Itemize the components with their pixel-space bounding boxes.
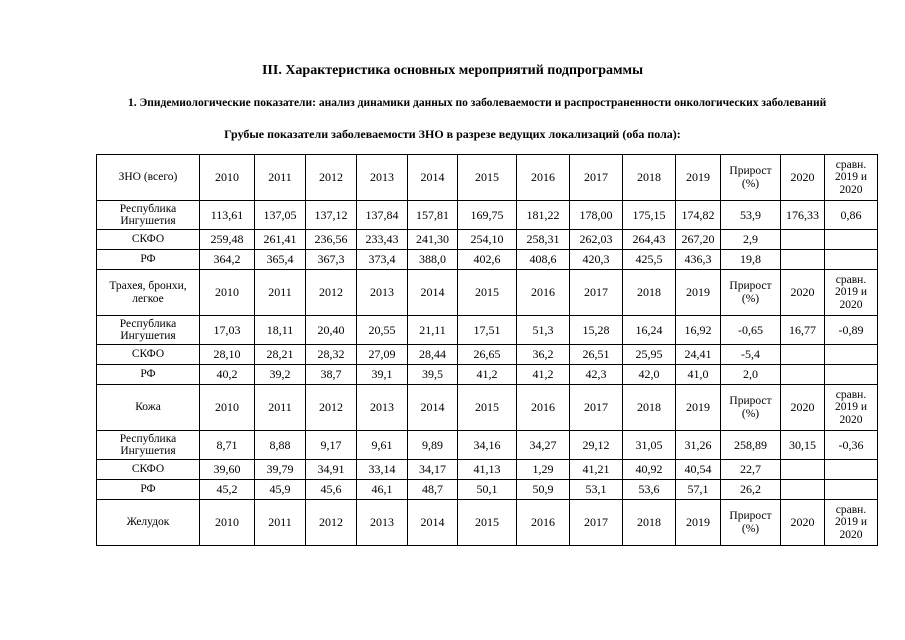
value-cell: 16,92 [676, 316, 721, 345]
year-header: 2019 [676, 385, 721, 431]
compare-cell: -0,89 [825, 316, 878, 345]
value-cell: 34,17 [408, 460, 458, 480]
year-header: 2017 [570, 385, 623, 431]
value-cell: 157,81 [408, 201, 458, 230]
value-cell: 261,41 [255, 230, 306, 250]
year-2020-header: 2020 [781, 385, 825, 431]
value-cell: 137,05 [255, 201, 306, 230]
year-header: 2010 [200, 500, 255, 546]
value-cell: 425,5 [623, 250, 676, 270]
value-cell: 17,51 [458, 316, 517, 345]
value-cell: 259,48 [200, 230, 255, 250]
value-cell: 264,43 [623, 230, 676, 250]
value-cell: 39,2 [255, 365, 306, 385]
value-cell: 48,7 [408, 480, 458, 500]
value-cell: 41,21 [570, 460, 623, 480]
compare-header: сравн. 2019 и 2020 [825, 500, 878, 546]
table-row [97, 365, 878, 385]
year-2020-cell: 30,15 [781, 431, 825, 460]
table-body [97, 155, 878, 546]
value-cell: 45,2 [200, 480, 255, 500]
value-cell: 18,11 [255, 316, 306, 345]
compare-header: сравн. 2019 и 2020 [825, 270, 878, 316]
year-2020-cell: 16,77 [781, 316, 825, 345]
value-cell: 16,24 [623, 316, 676, 345]
growth-cell: 258,89 [721, 431, 781, 460]
value-cell: 402,6 [458, 250, 517, 270]
table-title: Грубые показатели заболеваемости ЗНО в разрезе ведущих локализаций (оба пола): [224, 127, 681, 141]
year-2020-header: 2020 [781, 155, 825, 201]
region-label: РФ [97, 480, 200, 500]
value-cell: 39,60 [200, 460, 255, 480]
value-cell: 137,12 [306, 201, 357, 230]
value-cell: 42,0 [623, 365, 676, 385]
value-cell: 50,1 [458, 480, 517, 500]
value-cell: 28,10 [200, 345, 255, 365]
value-cell: 41,13 [458, 460, 517, 480]
year-header: 2017 [570, 270, 623, 316]
growth-cell: 2,9 [721, 230, 781, 250]
value-cell: 38,7 [306, 365, 357, 385]
year-header: 2015 [458, 155, 517, 201]
region-label: СКФО [97, 230, 200, 250]
year-header: 2012 [306, 155, 357, 201]
growth-cell: 2,0 [721, 365, 781, 385]
growth-cell: 26,2 [721, 480, 781, 500]
compare-cell: 0,86 [825, 201, 878, 230]
region-label: СКФО [97, 345, 200, 365]
year-header: 2014 [408, 270, 458, 316]
year-2020-cell [781, 460, 825, 480]
compare-cell [825, 230, 878, 250]
value-cell: 267,20 [676, 230, 721, 250]
intro-paragraph: 1. Эпидемиологические показатели: анализ динамики данных по заболеваемости и распространенности онкологических заболеваний [128, 97, 827, 109]
value-cell: 51,3 [517, 316, 570, 345]
section-title: III. Характеристика основных мероприятий подпрограммы [261, 63, 644, 78]
table-row [97, 480, 878, 500]
compare-cell [825, 480, 878, 500]
compare-cell [825, 250, 878, 270]
year-2020-cell [781, 230, 825, 250]
year-2020-header: 2020 [781, 270, 825, 316]
region-label: РФ [97, 250, 200, 270]
value-cell: 31,26 [676, 431, 721, 460]
year-header: 2015 [458, 270, 517, 316]
value-cell: 29,12 [570, 431, 623, 460]
year-2020-cell [781, 345, 825, 365]
localization-name: Кожа [97, 385, 200, 431]
table-row [97, 201, 878, 230]
value-cell: 39,1 [357, 365, 408, 385]
value-cell: 21,11 [408, 316, 458, 345]
value-cell: 40,2 [200, 365, 255, 385]
value-cell: 53,1 [570, 480, 623, 500]
value-cell: 388,0 [408, 250, 458, 270]
year-header: 2019 [676, 500, 721, 546]
year-header: 2019 [676, 155, 721, 201]
header-row [97, 385, 878, 431]
growth-cell: 22,7 [721, 460, 781, 480]
year-header: 2011 [255, 500, 306, 546]
localization-name: Желудок [97, 500, 200, 546]
value-cell: 9,61 [357, 431, 408, 460]
localization-name: Трахея, бронхи, легкое [97, 270, 200, 316]
value-cell: 57,1 [676, 480, 721, 500]
year-2020-cell [781, 480, 825, 500]
header-row [97, 155, 878, 201]
growth-cell: -0,65 [721, 316, 781, 345]
year-header: 2017 [570, 500, 623, 546]
value-cell: 241,30 [408, 230, 458, 250]
value-cell: 46,1 [357, 480, 408, 500]
year-header: 2016 [517, 385, 570, 431]
growth-cell: 53,9 [721, 201, 781, 230]
value-cell: 41,0 [676, 365, 721, 385]
value-cell: 45,9 [255, 480, 306, 500]
growth-header: Прирост (%) [721, 155, 781, 201]
value-cell: 8,71 [200, 431, 255, 460]
year-header: 2013 [357, 500, 408, 546]
year-header: 2010 [200, 385, 255, 431]
value-cell: 175,15 [623, 201, 676, 230]
value-cell: 169,75 [458, 201, 517, 230]
value-cell: 26,51 [570, 345, 623, 365]
value-cell: 181,22 [517, 201, 570, 230]
year-2020-cell: 176,33 [781, 201, 825, 230]
value-cell: 26,65 [458, 345, 517, 365]
value-cell: 39,5 [408, 365, 458, 385]
value-cell: 137,84 [357, 201, 408, 230]
year-header: 2015 [458, 385, 517, 431]
region-label: Республика Ингушетия [97, 201, 200, 230]
year-header: 2018 [623, 155, 676, 201]
year-header: 2016 [517, 155, 570, 201]
value-cell: 262,03 [570, 230, 623, 250]
incidence-table [96, 154, 878, 546]
value-cell: 24,41 [676, 345, 721, 365]
value-cell: 25,95 [623, 345, 676, 365]
year-header: 2016 [517, 500, 570, 546]
table-row [97, 431, 878, 460]
value-cell: 34,27 [517, 431, 570, 460]
value-cell: 436,3 [676, 250, 721, 270]
value-cell: 1,29 [517, 460, 570, 480]
year-header: 2011 [255, 385, 306, 431]
value-cell: 28,32 [306, 345, 357, 365]
table-row [97, 316, 878, 345]
year-2020-cell [781, 365, 825, 385]
year-header: 2014 [408, 385, 458, 431]
value-cell: 408,6 [517, 250, 570, 270]
year-header: 2015 [458, 500, 517, 546]
region-label: Республика Ингушетия [97, 431, 200, 460]
region-label: РФ [97, 365, 200, 385]
year-header: 2018 [623, 385, 676, 431]
year-header: 2019 [676, 270, 721, 316]
value-cell: 36,2 [517, 345, 570, 365]
year-header: 2014 [408, 155, 458, 201]
value-cell: 27,09 [357, 345, 408, 365]
value-cell: 28,21 [255, 345, 306, 365]
year-header: 2012 [306, 500, 357, 546]
value-cell: 45,6 [306, 480, 357, 500]
year-header: 2012 [306, 270, 357, 316]
value-cell: 41,2 [458, 365, 517, 385]
value-cell: 41,2 [517, 365, 570, 385]
value-cell: 42,3 [570, 365, 623, 385]
value-cell: 34,16 [458, 431, 517, 460]
value-cell: 174,82 [676, 201, 721, 230]
year-header: 2018 [623, 500, 676, 546]
region-label: СКФО [97, 460, 200, 480]
value-cell: 40,54 [676, 460, 721, 480]
compare-cell: -0,36 [825, 431, 878, 460]
year-header: 2011 [255, 155, 306, 201]
year-header: 2012 [306, 385, 357, 431]
value-cell: 33,14 [357, 460, 408, 480]
growth-header: Прирост (%) [721, 270, 781, 316]
table-row [97, 250, 878, 270]
table-row [97, 345, 878, 365]
value-cell: 20,40 [306, 316, 357, 345]
table-row [97, 230, 878, 250]
localization-name: ЗНО (всего) [97, 155, 200, 201]
year-header: 2011 [255, 270, 306, 316]
header-row [97, 270, 878, 316]
value-cell: 254,10 [458, 230, 517, 250]
value-cell: 34,91 [306, 460, 357, 480]
value-cell: 53,6 [623, 480, 676, 500]
value-cell: 233,43 [357, 230, 408, 250]
value-cell: 40,92 [623, 460, 676, 480]
value-cell: 365,4 [255, 250, 306, 270]
header-row [97, 500, 878, 546]
compare-header: сравн. 2019 и 2020 [825, 155, 878, 201]
value-cell: 15,28 [570, 316, 623, 345]
value-cell: 50,9 [517, 480, 570, 500]
table-row [97, 460, 878, 480]
compare-cell [825, 365, 878, 385]
compare-cell [825, 345, 878, 365]
growth-header: Прирост (%) [721, 385, 781, 431]
growth-cell: 19,8 [721, 250, 781, 270]
value-cell: 367,3 [306, 250, 357, 270]
value-cell: 9,17 [306, 431, 357, 460]
value-cell: 28,44 [408, 345, 458, 365]
compare-cell [825, 460, 878, 480]
value-cell: 113,61 [200, 201, 255, 230]
year-2020-cell [781, 250, 825, 270]
year-header: 2010 [200, 270, 255, 316]
year-header: 2013 [357, 155, 408, 201]
value-cell: 9,89 [408, 431, 458, 460]
value-cell: 236,56 [306, 230, 357, 250]
year-2020-header: 2020 [781, 500, 825, 546]
value-cell: 8,88 [255, 431, 306, 460]
year-header: 2016 [517, 270, 570, 316]
growth-cell: -5,4 [721, 345, 781, 365]
value-cell: 364,2 [200, 250, 255, 270]
value-cell: 31,05 [623, 431, 676, 460]
value-cell: 39,79 [255, 460, 306, 480]
region-label: Республика Ингушетия [97, 316, 200, 345]
value-cell: 20,55 [357, 316, 408, 345]
year-header: 2014 [408, 500, 458, 546]
growth-header: Прирост (%) [721, 500, 781, 546]
year-header: 2010 [200, 155, 255, 201]
value-cell: 178,00 [570, 201, 623, 230]
year-header: 2013 [357, 385, 408, 431]
year-header: 2018 [623, 270, 676, 316]
value-cell: 17,03 [200, 316, 255, 345]
year-header: 2017 [570, 155, 623, 201]
value-cell: 373,4 [357, 250, 408, 270]
compare-header: сравн. 2019 и 2020 [825, 385, 878, 431]
value-cell: 420,3 [570, 250, 623, 270]
year-header: 2013 [357, 270, 408, 316]
value-cell: 258,31 [517, 230, 570, 250]
